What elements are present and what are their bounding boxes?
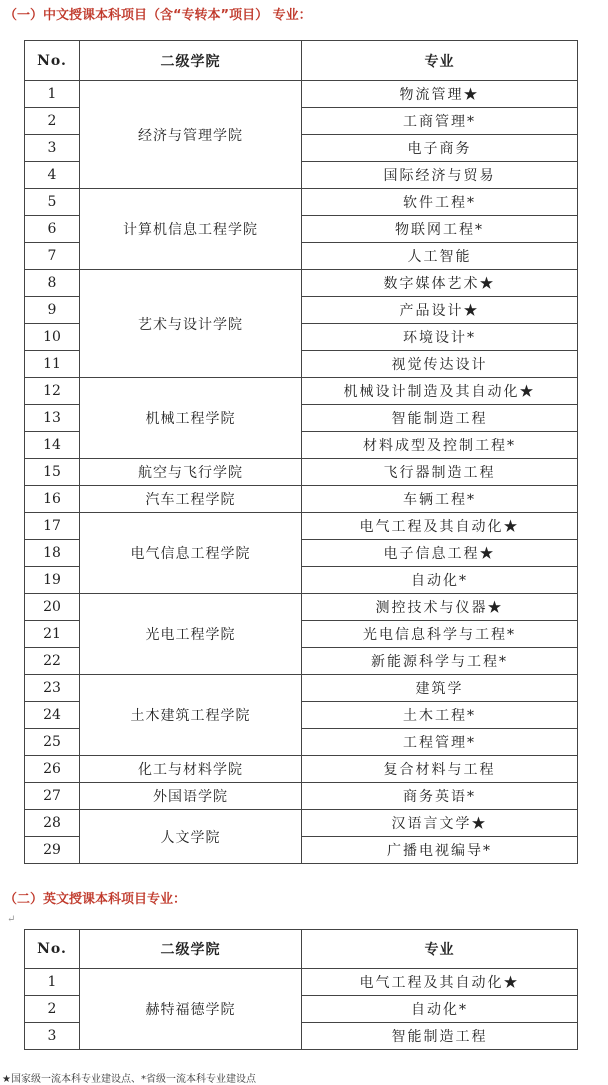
row-number: 5 (25, 189, 80, 216)
row-number: 4 (25, 162, 80, 189)
major-name: 国际经济与贸易 (302, 162, 578, 189)
table-header-row (25, 930, 578, 969)
row-number: 2 (25, 108, 80, 135)
major-name: 软件工程* (302, 189, 578, 216)
chinese-programs-table (24, 40, 578, 864)
row-number: 20 (25, 594, 80, 621)
row-number: 24 (25, 702, 80, 729)
cursor-mark-icon: ↵ (7, 914, 16, 925)
table-row (25, 756, 578, 783)
table-row (25, 513, 578, 540)
college-name: 光电工程学院 (80, 594, 302, 675)
major-name: 复合材料与工程 (302, 756, 578, 783)
major-name: 产品设计★ (302, 297, 578, 324)
college-name: 外国语学院 (80, 783, 302, 810)
header-no: No. (25, 930, 80, 969)
english-programs-table (24, 929, 578, 1050)
row-number: 16 (25, 486, 80, 513)
table-row (25, 270, 578, 297)
table-row (25, 969, 578, 996)
row-number: 3 (25, 135, 80, 162)
row-number: 1 (25, 969, 80, 996)
section2-heading: （二）英文授课本科项目专业： (4, 892, 187, 907)
major-name: 人工智能 (302, 243, 578, 270)
footnote: ★国家级一流本科专业建设点、*省级一流本科专业建设点 (2, 1074, 256, 1085)
row-number: 29 (25, 837, 80, 864)
college-name: 汽车工程学院 (80, 486, 302, 513)
row-number: 27 (25, 783, 80, 810)
row-number: 26 (25, 756, 80, 783)
table-row (25, 81, 578, 108)
major-name: 商务英语* (302, 783, 578, 810)
college-name: 土木建筑工程学院 (80, 675, 302, 756)
table-row (25, 459, 578, 486)
major-name: 自动化* (302, 996, 578, 1023)
major-name: 电子商务 (302, 135, 578, 162)
college-name: 艺术与设计学院 (80, 270, 302, 378)
major-name: 电气工程及其自动化★ (302, 969, 578, 996)
major-name: 新能源科学与工程* (302, 648, 578, 675)
row-number: 9 (25, 297, 80, 324)
row-number: 15 (25, 459, 80, 486)
row-number: 10 (25, 324, 80, 351)
table-row (25, 810, 578, 837)
major-name: 材料成型及控制工程* (302, 432, 578, 459)
major-name: 土木工程* (302, 702, 578, 729)
college-name: 赫特福德学院 (80, 969, 302, 1050)
table-row (25, 783, 578, 810)
major-name: 车辆工程* (302, 486, 578, 513)
major-name: 汉语言文学★ (302, 810, 578, 837)
row-number: 7 (25, 243, 80, 270)
major-name: 数字媒体艺术★ (302, 270, 578, 297)
header-major: 专业 (302, 41, 578, 81)
table-header-row (25, 41, 578, 81)
major-name: 广播电视编导* (302, 837, 578, 864)
major-name: 电子信息工程★ (302, 540, 578, 567)
major-name: 测控技术与仪器★ (302, 594, 578, 621)
college-name: 计算机信息工程学院 (80, 189, 302, 270)
table-row (25, 486, 578, 513)
college-name: 机械工程学院 (80, 378, 302, 459)
row-number: 23 (25, 675, 80, 702)
row-number: 6 (25, 216, 80, 243)
major-name: 物联网工程* (302, 216, 578, 243)
row-number: 11 (25, 351, 80, 378)
row-number: 25 (25, 729, 80, 756)
major-name: 物流管理★ (302, 81, 578, 108)
major-name: 自动化* (302, 567, 578, 594)
row-number: 12 (25, 378, 80, 405)
college-name: 化工与材料学院 (80, 756, 302, 783)
row-number: 22 (25, 648, 80, 675)
college-name: 航空与飞行学院 (80, 459, 302, 486)
row-number: 3 (25, 1023, 80, 1050)
major-name: 工商管理* (302, 108, 578, 135)
college-name: 人文学院 (80, 810, 302, 864)
major-name: 智能制造工程 (302, 405, 578, 432)
table-row (25, 594, 578, 621)
row-number: 18 (25, 540, 80, 567)
row-number: 8 (25, 270, 80, 297)
major-name: 视觉传达设计 (302, 351, 578, 378)
row-number: 13 (25, 405, 80, 432)
major-name: 光电信息科学与工程* (302, 621, 578, 648)
major-name: 工程管理* (302, 729, 578, 756)
table-row (25, 378, 578, 405)
row-number: 2 (25, 996, 80, 1023)
college-name: 电气信息工程学院 (80, 513, 302, 594)
major-name: 智能制造工程 (302, 1023, 578, 1050)
college-name: 经济与管理学院 (80, 81, 302, 189)
row-number: 1 (25, 81, 80, 108)
header-major: 专业 (302, 930, 578, 969)
major-name: 建筑学 (302, 675, 578, 702)
header-no: No. (25, 41, 80, 81)
row-number: 17 (25, 513, 80, 540)
row-number: 28 (25, 810, 80, 837)
major-name: 机械设计制造及其自动化★ (302, 378, 578, 405)
major-name: 电气工程及其自动化★ (302, 513, 578, 540)
major-name: 飞行器制造工程 (302, 459, 578, 486)
header-college: 二级学院 (80, 41, 302, 81)
section1-heading: （一）中文授课本科项目（含“专转本”项目） 专业： (4, 8, 312, 23)
header-college: 二级学院 (80, 930, 302, 969)
table-row (25, 675, 578, 702)
row-number: 19 (25, 567, 80, 594)
row-number: 14 (25, 432, 80, 459)
major-name: 环境设计* (302, 324, 578, 351)
row-number: 21 (25, 621, 80, 648)
table-row (25, 189, 578, 216)
